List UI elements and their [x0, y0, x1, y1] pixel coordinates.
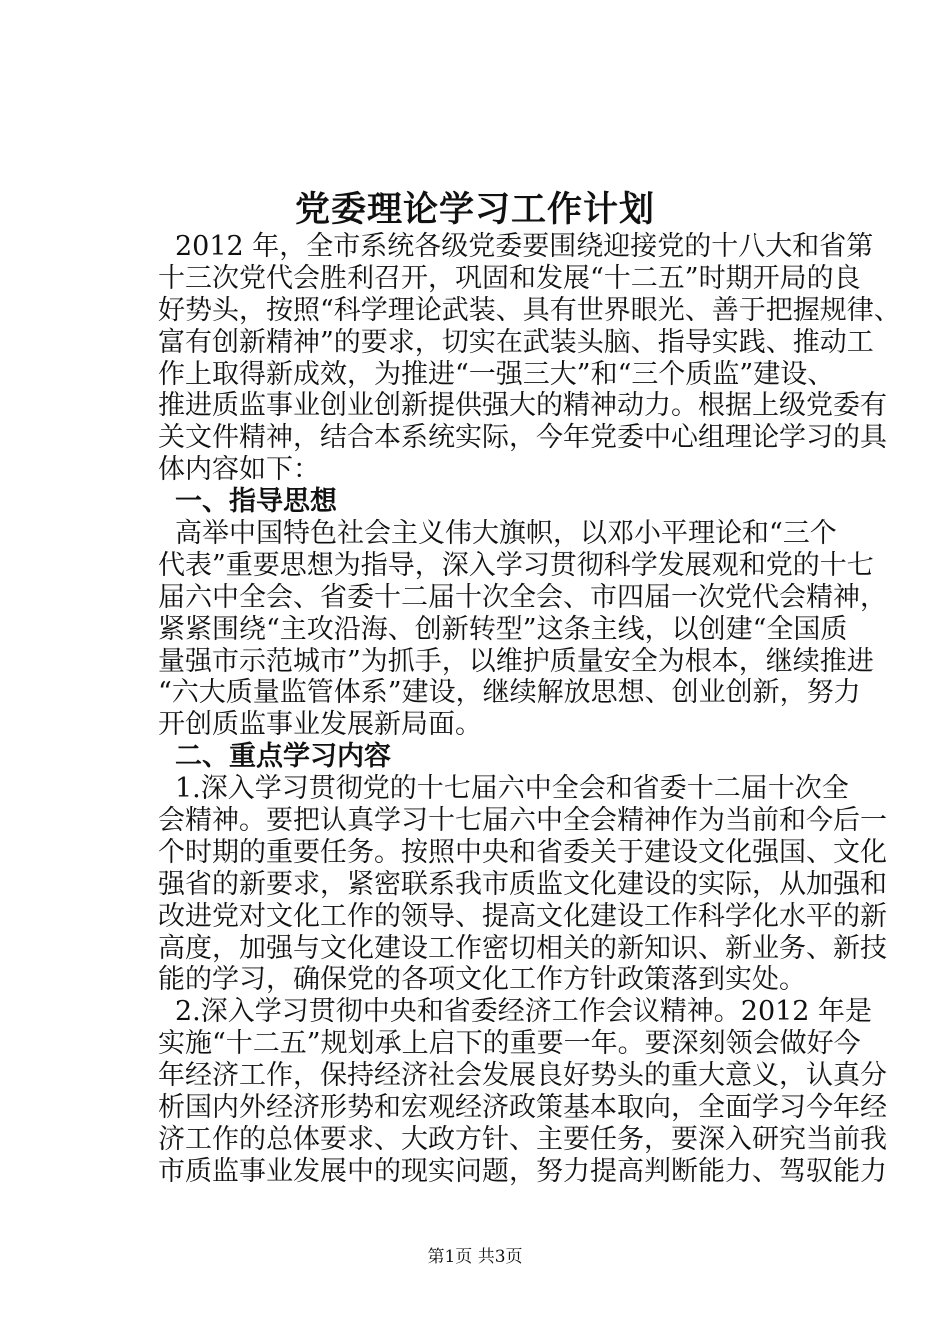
document-body	[158, 231, 901, 1188]
text-line: 2.深入学习贯彻中央和省委经济工作会议精神。2012 年是	[175, 996, 873, 1028]
text-line: 量强市示范城市”为抓手，以维护质量安全为根本，继续推进	[158, 645, 874, 677]
text-line: “六大质量监管体系”建设，继续解放思想、创业创新，努力	[158, 677, 861, 709]
document-title: 党委理论学习工作计划	[294, 190, 655, 230]
text-line: 高度，加强与文化建设工作密切相关的新知识、新业务、新技	[158, 932, 887, 964]
text-line: 个时期的重要任务。按照中央和省委关于建设文化强国、文化	[158, 836, 887, 868]
text-line: 1.深入学习贯彻党的十七届六中全会和省委十二届十次全	[175, 773, 849, 805]
page-footer: 第1页 共3页	[427, 1247, 523, 1267]
text-line: 析国内外经济形势和宏观经济政策基本取向，全面学习今年经	[158, 1092, 887, 1124]
text-line: 关文件精神，结合本系统实际，今年党委中心组理论学习的具	[158, 422, 887, 454]
paragraph	[158, 518, 887, 741]
text-line: 代表”重要思想为指导，深入学习贯彻科学发展观和党的十七	[158, 549, 874, 581]
section-heading: 一、指导思想	[175, 486, 337, 518]
text-line: 市质监事业发展中的现实问题，努力提高判断能力、驾驭能力	[158, 1155, 887, 1187]
text-line: 能的学习，确保党的各项文化工作方针政策落到实处。	[158, 964, 806, 996]
text-line: 推进质监事业创业创新提供强大的精神动力。根据上级党委有	[158, 390, 887, 422]
text-line: 届六中全会、省委十二届十次全会、市四届一次党代会精神，	[158, 581, 887, 613]
text-line: 紧紧围绕“主攻沿海、创新转型”这条主线，以创建“全国质	[158, 613, 848, 645]
text-line: 改进党对文化工作的领导、提高文化建设工作科学化水平的新	[158, 900, 887, 932]
text-line: 强省的新要求，紧密联系我市质监文化建设的实际，从加强和	[158, 868, 887, 900]
text-line: 2012 年，全市系统各级党委要围绕迎接党的十八大和省第	[175, 231, 874, 262]
text-line: 实施“十二五”规划承上启下的重要一年。要深刻领会做好今	[158, 1028, 861, 1060]
paragraph	[158, 996, 887, 1187]
paragraph	[158, 773, 887, 996]
text-line: 年经济工作，保持经济社会发展良好势头的重大意义，认真分	[158, 1060, 887, 1092]
text-line: 体内容如下：	[158, 454, 320, 486]
paragraph	[158, 231, 901, 486]
text-line: 会精神。要把认真学习十七届六中全会精神作为当前和今后一	[158, 805, 887, 837]
section-heading: 二、重点学习内容	[175, 741, 391, 773]
text-line: 富有创新精神”的要求，切实在武装头脑、指导实践、推动工	[158, 326, 874, 358]
text-line: 作上取得新成效，为推进“一强三大”和“三个质监”建设、	[158, 358, 835, 390]
text-line: 济工作的总体要求、大政方针、主要任务，要深入研究当前我	[158, 1123, 887, 1155]
text-line: 开创质监事业发展新局面。	[158, 709, 482, 741]
text-line: 十三次党代会胜利召开，巩固和发展“十二五”时期开局的良	[158, 262, 861, 294]
text-line: 高举中国特色社会主义伟大旗帜，以邓小平理论和“三个	[175, 518, 837, 550]
text-line: 好势头，按照“科学理论武装、具有世界眼光、善于把握规律、	[158, 294, 901, 326]
